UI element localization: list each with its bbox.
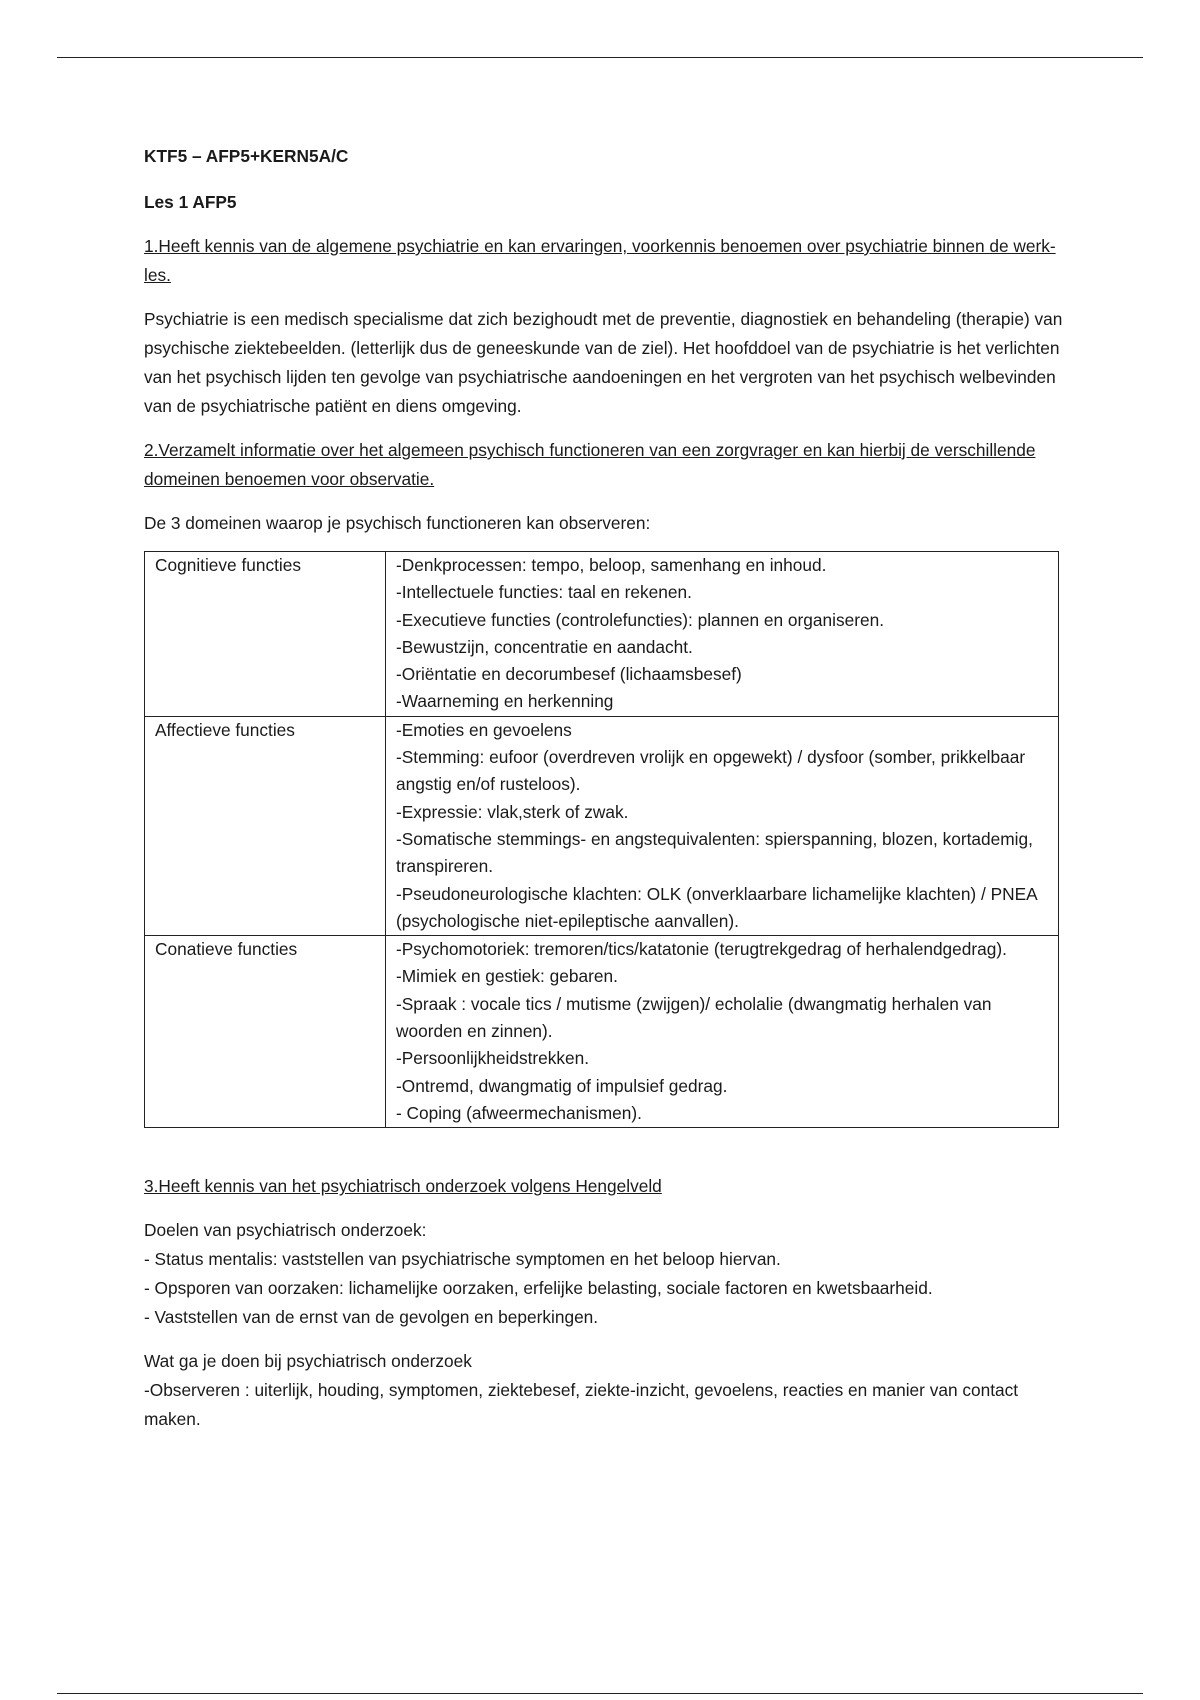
objective-2: 2.Verzamelt informatie over het algemeen psychisch functioneren van een zorgvrager en kan hierbij de verschillende domeinen benoemen voor observatie. bbox=[144, 440, 1036, 489]
list-item: -Bewustzijn, concentratie en aandacht. bbox=[396, 636, 693, 657]
header-rule bbox=[57, 57, 1143, 58]
research-goals-heading: Doelen van psychiatrisch onderzoek: bbox=[144, 1220, 427, 1241]
list-item: -Ontremd, dwangmatig of impulsief gedrag. bbox=[396, 1075, 728, 1096]
list-item: -Somatische stemmings- en angstequivalenten: spierspanning, blozen, kortademig, transpireren. bbox=[396, 828, 1033, 877]
document-title: KTF5 – AFP5+KERN5A/C bbox=[144, 146, 349, 166]
list-item: - Vaststellen van de ernst van de gevolgen en beperkingen. bbox=[144, 1307, 599, 1328]
list-item: -Waarneming en herkenning bbox=[396, 691, 614, 712]
table-row bbox=[145, 552, 1059, 717]
domains-table bbox=[144, 551, 1059, 1128]
psychiatry-definition: Psychiatrie is een medisch specialisme dat zich bezighoudt met de preventie, diagnostiek en behandeling (therapie) van psychische ziektebeelden. (letterlijk dus de geneeskunde van de ziel). Het hoofddoel van de psychiatrie is het verlichten van het psychisch lijden ten gevolge van psychiatrische aandoeningen en het vergroten van het psychisch welbevinden van de psychiatrische patiënt en diens omgeving. bbox=[144, 309, 1063, 416]
list-item: -Oriëntatie en decorumbesef (lichaamsbesef) bbox=[396, 664, 742, 685]
list-item: -Persoonlijkheidstrekken. bbox=[396, 1048, 590, 1069]
document-body bbox=[144, 142, 1064, 1449]
domain-items-cognitive bbox=[386, 552, 1059, 717]
table-row bbox=[145, 936, 1059, 1128]
list-item: -Intellectuele functies: taal en rekenen. bbox=[396, 582, 692, 603]
domain-name-conative: Conatieve functies bbox=[145, 936, 386, 1128]
list-item: -Pseudoneurologische klachten: OLK (onverklaarbare lichamelijke klachten) / PNEA (psychologische niet-epileptische aanvallen). bbox=[396, 883, 1037, 931]
list-item: -Psychomotoriek: tremoren/tics/katatonie (terugtrekgedrag of herhalendgedrag). bbox=[396, 939, 1007, 960]
footer-rule bbox=[57, 1693, 1143, 1694]
list-item: -Denkprocessen: tempo, beloop, samenhang en inhoud. bbox=[396, 555, 827, 575]
list-item: -Executieve functies (controlefuncties): plannen en organiseren. bbox=[396, 609, 884, 630]
list-item: -Expressie: vlak,sterk of zwak. bbox=[396, 801, 629, 822]
list-item: -Spraak : vocale tics / mutisme (zwijgen)/ echolalie (dwangmatig herhalen van woorden en zinnen). bbox=[396, 993, 992, 1042]
domain-items-conative bbox=[386, 936, 1059, 1128]
research-actions-heading: Wat ga je doen bij psychiatrisch onderzoek bbox=[144, 1351, 472, 1372]
list-item: -Emoties en gevoelens bbox=[396, 719, 572, 740]
list-item: - Opsporen van oorzaken: lichamelijke oorzaken, erfelijke belasting, sociale factoren en kwetsbaarheid. bbox=[144, 1278, 933, 1299]
objective-3: 3.Heeft kennis van het psychiatrisch onderzoek volgens Hengelveld bbox=[144, 1176, 662, 1197]
domain-name-affective: Affectieve functies bbox=[145, 716, 386, 935]
list-item: -Mimiek en gestiek: gebaren. bbox=[396, 966, 618, 987]
table-row bbox=[145, 716, 1059, 935]
list-item: - Status mentalis: vaststellen van psychiatrische symptomen en het beloop hiervan. bbox=[144, 1249, 781, 1270]
lesson-title: Les 1 AFP5 bbox=[144, 192, 237, 212]
domain-items-affective bbox=[386, 716, 1059, 935]
domain-name-cognitive: Cognitieve functies bbox=[145, 552, 386, 717]
objective-1: 1.Heeft kennis van de algemene psychiatrie en kan ervaringen, voorkennis benoemen over psychiatrie binnen de werk-les. bbox=[144, 236, 1056, 285]
list-item: - Coping (afweermechanismen). bbox=[396, 1102, 642, 1123]
research-actions bbox=[144, 1347, 1064, 1434]
research-goals bbox=[144, 1216, 1064, 1332]
domains-intro: De 3 domeinen waarop je psychisch functioneren kan observeren: bbox=[144, 513, 651, 533]
list-item: -Observeren : uiterlijk, houding, symptomen, ziektebesef, ziekte-inzicht, gevoelens, reacties en manier van contact maken. bbox=[144, 1380, 1019, 1430]
list-item: -Stemming: eufoor (overdreven vrolijk en opgewekt) / dysfoor (somber, prikkelbaar angstig en/of rusteloos). bbox=[396, 747, 1026, 795]
